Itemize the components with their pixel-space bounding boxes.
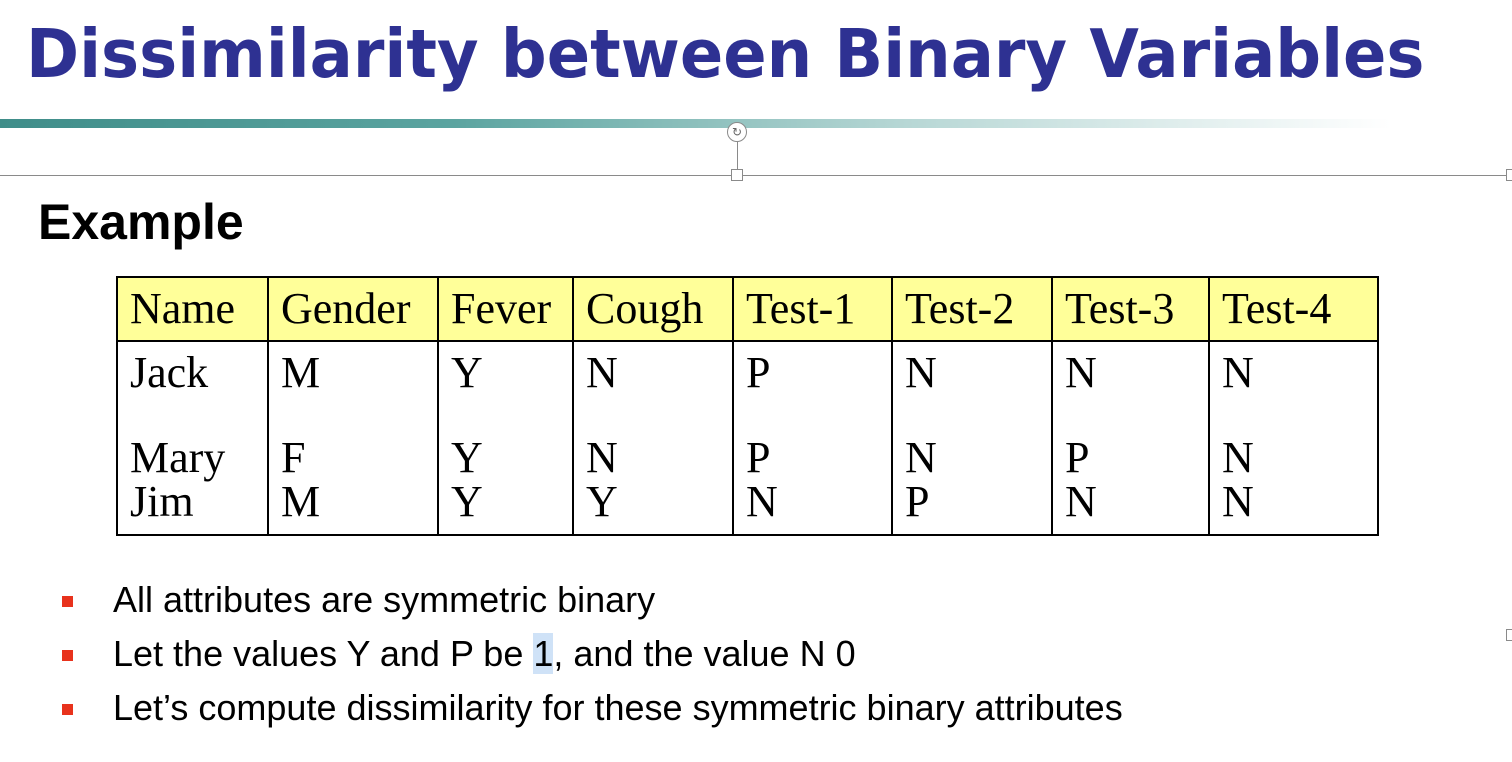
column-header[interactable]: Name — [117, 277, 268, 341]
column-header[interactable]: Test-1 — [733, 277, 892, 341]
table-cell[interactable]: Y — [438, 480, 573, 535]
table-cell[interactable]: N — [1209, 480, 1378, 535]
square-bullet-icon — [62, 650, 73, 661]
table-cell[interactable]: Y — [438, 404, 573, 480]
resize-handle-top-right[interactable] — [1506, 169, 1512, 181]
column-header[interactable]: Test-4 — [1209, 277, 1378, 341]
table-cell[interactable]: M — [268, 480, 438, 535]
table-cell[interactable]: Y — [438, 341, 573, 404]
column-header[interactable]: Gender — [268, 277, 438, 341]
table-row — [117, 404, 1378, 480]
table-cell[interactable]: Y — [573, 480, 733, 535]
bullet-text[interactable]: All attributes are symmetric binary — [113, 579, 656, 620]
square-bullet-icon — [62, 596, 73, 607]
column-header[interactable]: Fever — [438, 277, 573, 341]
slide-title[interactable]: Dissimilarity between Binary Variables — [26, 15, 1425, 93]
title-underline — [0, 119, 1512, 128]
table-cell[interactable]: P — [1052, 404, 1209, 480]
table-header-row — [117, 277, 1378, 341]
bullet-text[interactable]: Let’s compute dissimilarity for these symmetric binary attributes — [113, 687, 1123, 728]
table-cell[interactable]: N — [1209, 341, 1378, 404]
table-cell[interactable]: P — [733, 341, 892, 404]
table-cell[interactable]: N — [892, 404, 1052, 480]
rotate-handle-icon[interactable]: ↻ — [727, 122, 747, 142]
table-cell[interactable]: Jack — [117, 341, 268, 404]
bullet-text[interactable]: Let the values Y and P be — [113, 633, 534, 674]
table-cell[interactable]: N — [573, 341, 733, 404]
selected-text[interactable]: 1 — [533, 633, 554, 674]
example-heading[interactable]: Example — [38, 194, 244, 250]
table-cell[interactable]: N — [733, 480, 892, 535]
bullet-text[interactable]: , and the value N 0 — [553, 633, 856, 674]
table-cell[interactable]: N — [1052, 480, 1209, 535]
table-cell[interactable]: P — [733, 404, 892, 480]
table-cell[interactable]: Mary — [117, 404, 268, 480]
column-header[interactable]: Cough — [573, 277, 733, 341]
table-row — [117, 480, 1378, 535]
bullet-item[interactable] — [0, 681, 1123, 735]
bullet-list[interactable] — [0, 573, 1123, 735]
table-cell[interactable]: M — [268, 341, 438, 404]
bullet-item[interactable] — [0, 573, 1123, 627]
table-cell[interactable]: N — [1209, 404, 1378, 480]
square-bullet-icon — [62, 704, 73, 715]
table-cell[interactable]: Jim — [117, 480, 268, 535]
table-cell[interactable]: N — [1052, 341, 1209, 404]
rotate-handle-stem — [737, 142, 738, 169]
column-header[interactable]: Test-2 — [892, 277, 1052, 341]
patient-table[interactable] — [116, 276, 1379, 536]
table-cell[interactable]: P — [892, 480, 1052, 535]
table-cell[interactable]: F — [268, 404, 438, 480]
resize-handle-right[interactable] — [1506, 629, 1512, 641]
table-cell[interactable]: N — [573, 404, 733, 480]
bullet-item[interactable] — [0, 627, 1123, 681]
table-row — [117, 341, 1378, 404]
resize-handle-top[interactable] — [731, 169, 743, 181]
table-cell[interactable]: N — [892, 341, 1052, 404]
selection-box-edge — [0, 175, 1512, 176]
column-header[interactable]: Test-3 — [1052, 277, 1209, 341]
